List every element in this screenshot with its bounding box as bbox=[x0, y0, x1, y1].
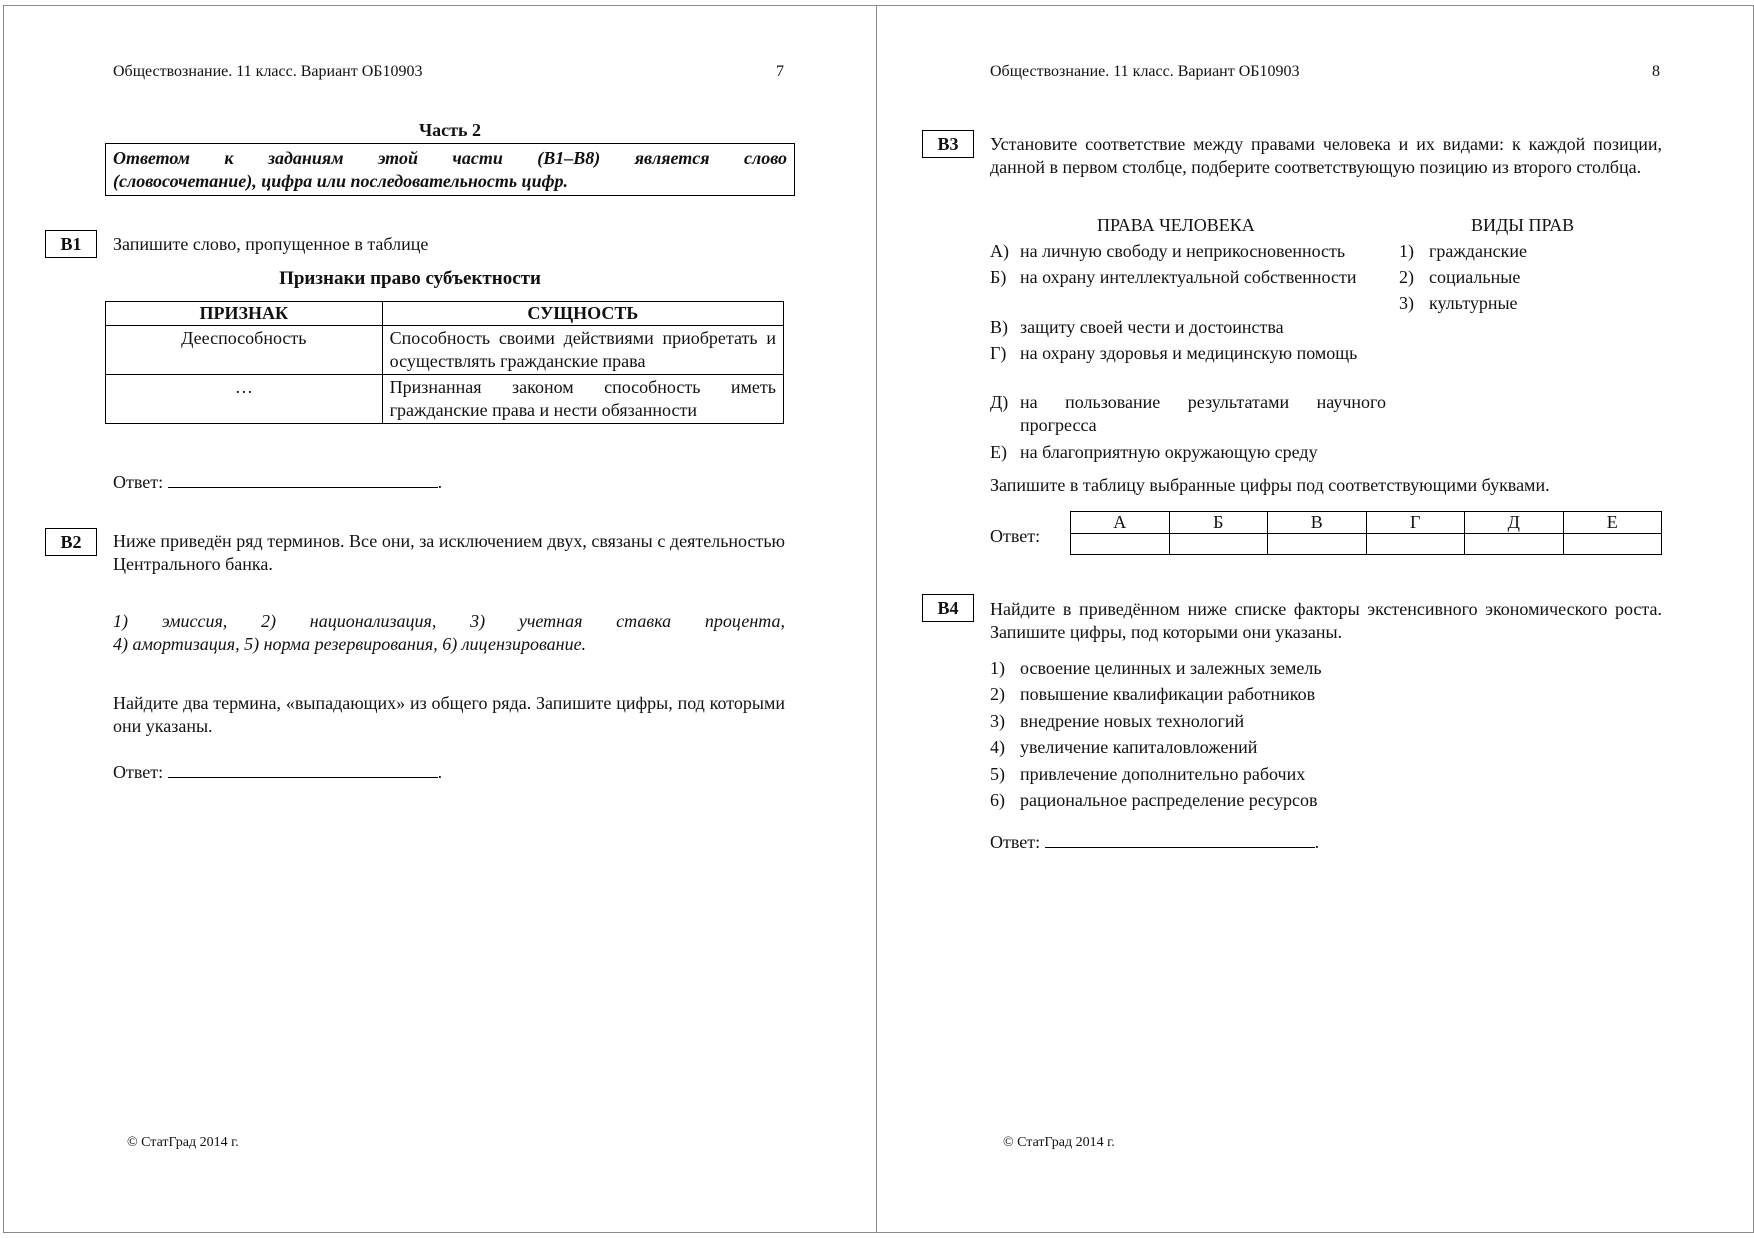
part-note-box bbox=[105, 143, 795, 196]
b3-answer-col-header: Д bbox=[1465, 512, 1564, 534]
b3-left-item bbox=[990, 240, 1386, 263]
b3-left-item bbox=[990, 391, 1386, 437]
b3-answer-cell[interactable] bbox=[1268, 534, 1367, 555]
b4-list-item bbox=[990, 763, 1490, 786]
b3-left-item-key: Г) bbox=[990, 343, 1007, 363]
left-page-number: 7 bbox=[776, 63, 784, 80]
b3-answer-cell[interactable] bbox=[1465, 534, 1564, 555]
b3-left-item-text: на личную свободу и неприкосновенность bbox=[1020, 241, 1346, 261]
b4-item-text: увеличение капиталовложений bbox=[1020, 737, 1258, 757]
table-row bbox=[106, 326, 784, 375]
b3-answer-header-row bbox=[1071, 512, 1662, 534]
b4-list-item bbox=[990, 683, 1490, 706]
b3-intro: Установите соответствие между правами человека и их видами: к каждой позиции, данной в первом столбце, подберите соответствующую позицию из второго столбца. bbox=[990, 134, 1662, 177]
b2-terms-line2: 4) амортизация, 5) норма резервирования, 6) лицензирование. bbox=[113, 634, 587, 654]
b4-list-item bbox=[990, 710, 1490, 733]
b3-left-item bbox=[990, 342, 1386, 388]
b4-answer-label: Ответ: bbox=[990, 832, 1041, 852]
b2-answer-label: Ответ: bbox=[113, 762, 164, 782]
part-note-line2: (словосочетание), цифра или последовательность цифр. bbox=[113, 171, 568, 191]
b3-right-item-text: гражданские bbox=[1429, 241, 1527, 261]
b4-intro: Найдите в приведённом ниже списке факторы экстенсивного экономического роста. Запишите цифры, под которыми они указаны. bbox=[990, 599, 1662, 642]
b4-item-key: 4) bbox=[990, 737, 1005, 757]
b2-intro: Ниже приведён ряд терминов. Все они, за исключением двух, связаны с деятельностью Центрального банка. bbox=[113, 531, 785, 574]
b1-col-header: ПРИЗНАК bbox=[106, 302, 383, 326]
table-cell: Способность своими действиями приобретать и осуществлять гражданские права bbox=[382, 326, 783, 375]
b4-answer-field[interactable] bbox=[1045, 830, 1315, 848]
b4-list-item bbox=[990, 789, 1490, 812]
b3-answer-col-header: Б bbox=[1169, 512, 1268, 534]
table-cell: Признанная законом способность иметь гражданские права и нести обязанности bbox=[382, 375, 783, 424]
b3-answer-cell[interactable] bbox=[1563, 534, 1662, 555]
b1-prompt: Запишите слово, пропущенное в таблице bbox=[113, 234, 429, 254]
b3-answer-col-header: В bbox=[1268, 512, 1367, 534]
b4-item-text: повышение квалификации работников bbox=[1020, 684, 1316, 704]
b4-item-key: 6) bbox=[990, 790, 1005, 810]
table-cell: … bbox=[106, 375, 383, 424]
b4-item-text: привлечение дополнительно рабочих bbox=[1020, 764, 1306, 784]
b3-answer-cell[interactable] bbox=[1366, 534, 1465, 555]
b3-answer-cell[interactable] bbox=[1071, 534, 1170, 555]
b3-right-item bbox=[1399, 292, 1599, 315]
b2-answer: Ответ: . bbox=[113, 762, 443, 782]
b3-left-item-text: на охрану здоровья и медицинскую помощь bbox=[1020, 343, 1358, 363]
part-title: Часть 2 bbox=[418, 120, 482, 140]
b2-task: Найдите два термина, «выпадающих» из общего ряда. Запишите цифры, под которыми они указаны. bbox=[113, 693, 785, 736]
b4-item-key: 5) bbox=[990, 764, 1005, 784]
b4-answer: Ответ: . bbox=[990, 832, 1320, 852]
b3-answer-cell[interactable] bbox=[1169, 534, 1268, 555]
b3-left-item-text: на охрану интеллектуальной собственности bbox=[1020, 267, 1357, 287]
b2-label: В2 bbox=[45, 528, 97, 556]
b4-list-item bbox=[990, 657, 1490, 680]
right-page-number: 8 bbox=[1652, 63, 1660, 80]
b3-right-item-key: 1) bbox=[1399, 241, 1414, 261]
b3-right-item-key: 2) bbox=[1399, 267, 1414, 287]
b3-left-item-text: на пользование результатами научного прогресса bbox=[1020, 392, 1386, 435]
b3-answer-input-row bbox=[1071, 534, 1662, 555]
b2-answer-field[interactable] bbox=[168, 760, 438, 778]
b1-col-header: СУЩНОСТЬ bbox=[382, 302, 783, 326]
b3-right-item-key: 3) bbox=[1399, 293, 1414, 313]
b4-item-text: рациональное распределение ресурсов bbox=[1020, 790, 1318, 810]
b3-instruction: Запишите в таблицу выбранные цифры под соответствующими буквами. bbox=[990, 475, 1550, 495]
b2-terms-line1: 1) эмиссия, 2) национализация, 3) учетная ставка процента, bbox=[113, 611, 785, 631]
b3-left-item-key: В) bbox=[990, 317, 1008, 337]
b4-list-item bbox=[990, 736, 1490, 759]
b3-right-item bbox=[1399, 240, 1599, 263]
b3-left-item bbox=[990, 441, 1386, 464]
b1-table-title: Признаки право субъектности bbox=[279, 268, 541, 289]
part-note-line1: Ответом к заданиям этой части (В1–В8) является слово bbox=[113, 148, 787, 168]
b3-left-item bbox=[990, 266, 1386, 312]
b3-left-item-text: на благоприятную окружающую среду bbox=[1020, 442, 1318, 462]
b2-terms bbox=[113, 610, 785, 656]
b3-left-item bbox=[990, 316, 1386, 339]
b3-answer-col-header: Г bbox=[1366, 512, 1465, 534]
table-cell: Дееспособность bbox=[106, 326, 383, 375]
b3-answer-col-header: А bbox=[1071, 512, 1170, 534]
b4-label: В4 bbox=[922, 594, 974, 622]
b4-item-text: внедрение новых технологий bbox=[1020, 711, 1245, 731]
b3-col1-title: ПРАВА ЧЕЛОВЕКА bbox=[1097, 215, 1255, 235]
b3-left-item-key: А) bbox=[990, 241, 1009, 261]
left-header-title: Обществознание. 11 класс. Вариант ОБ10903 bbox=[113, 63, 423, 80]
b3-answer-table bbox=[1070, 511, 1662, 555]
b3-col2-title: ВИДЫ ПРАВ bbox=[1471, 215, 1575, 235]
b1-answer: Ответ: . bbox=[113, 472, 443, 492]
b3-left-item-key: Б) bbox=[990, 267, 1007, 287]
b3-left-item-key: Е) bbox=[990, 442, 1007, 462]
b3-left-item-key: Д) bbox=[990, 392, 1009, 412]
b3-left-item-text: защиту своей чести и достоинства bbox=[1020, 317, 1284, 337]
b3-right-item bbox=[1399, 266, 1599, 289]
b4-item-key: 1) bbox=[990, 658, 1005, 678]
b3-right-item-text: социальные bbox=[1429, 267, 1521, 287]
b1-answer-field[interactable] bbox=[168, 470, 438, 488]
b3-answer-label: Ответ: bbox=[990, 526, 1041, 546]
b3-answer-col-header: Е bbox=[1563, 512, 1662, 534]
b1-table bbox=[105, 301, 784, 424]
left-footer: © СтатГрад 2014 г. bbox=[127, 1135, 239, 1150]
b3-right-item-text: культурные bbox=[1429, 293, 1518, 313]
b4-item-key: 2) bbox=[990, 684, 1005, 704]
table-row bbox=[106, 375, 784, 424]
b1-label: В1 bbox=[45, 230, 97, 258]
b4-item-key: 3) bbox=[990, 711, 1005, 731]
b3-label: В3 bbox=[922, 130, 974, 158]
right-header-title: Обществознание. 11 класс. Вариант ОБ10903 bbox=[990, 63, 1300, 80]
right-footer: © СтатГрад 2014 г. bbox=[1003, 1135, 1115, 1150]
b4-item-text: освоение целинных и залежных земель bbox=[1020, 658, 1322, 678]
b1-table-header-row bbox=[106, 302, 784, 326]
b1-answer-label: Ответ: bbox=[113, 472, 164, 492]
